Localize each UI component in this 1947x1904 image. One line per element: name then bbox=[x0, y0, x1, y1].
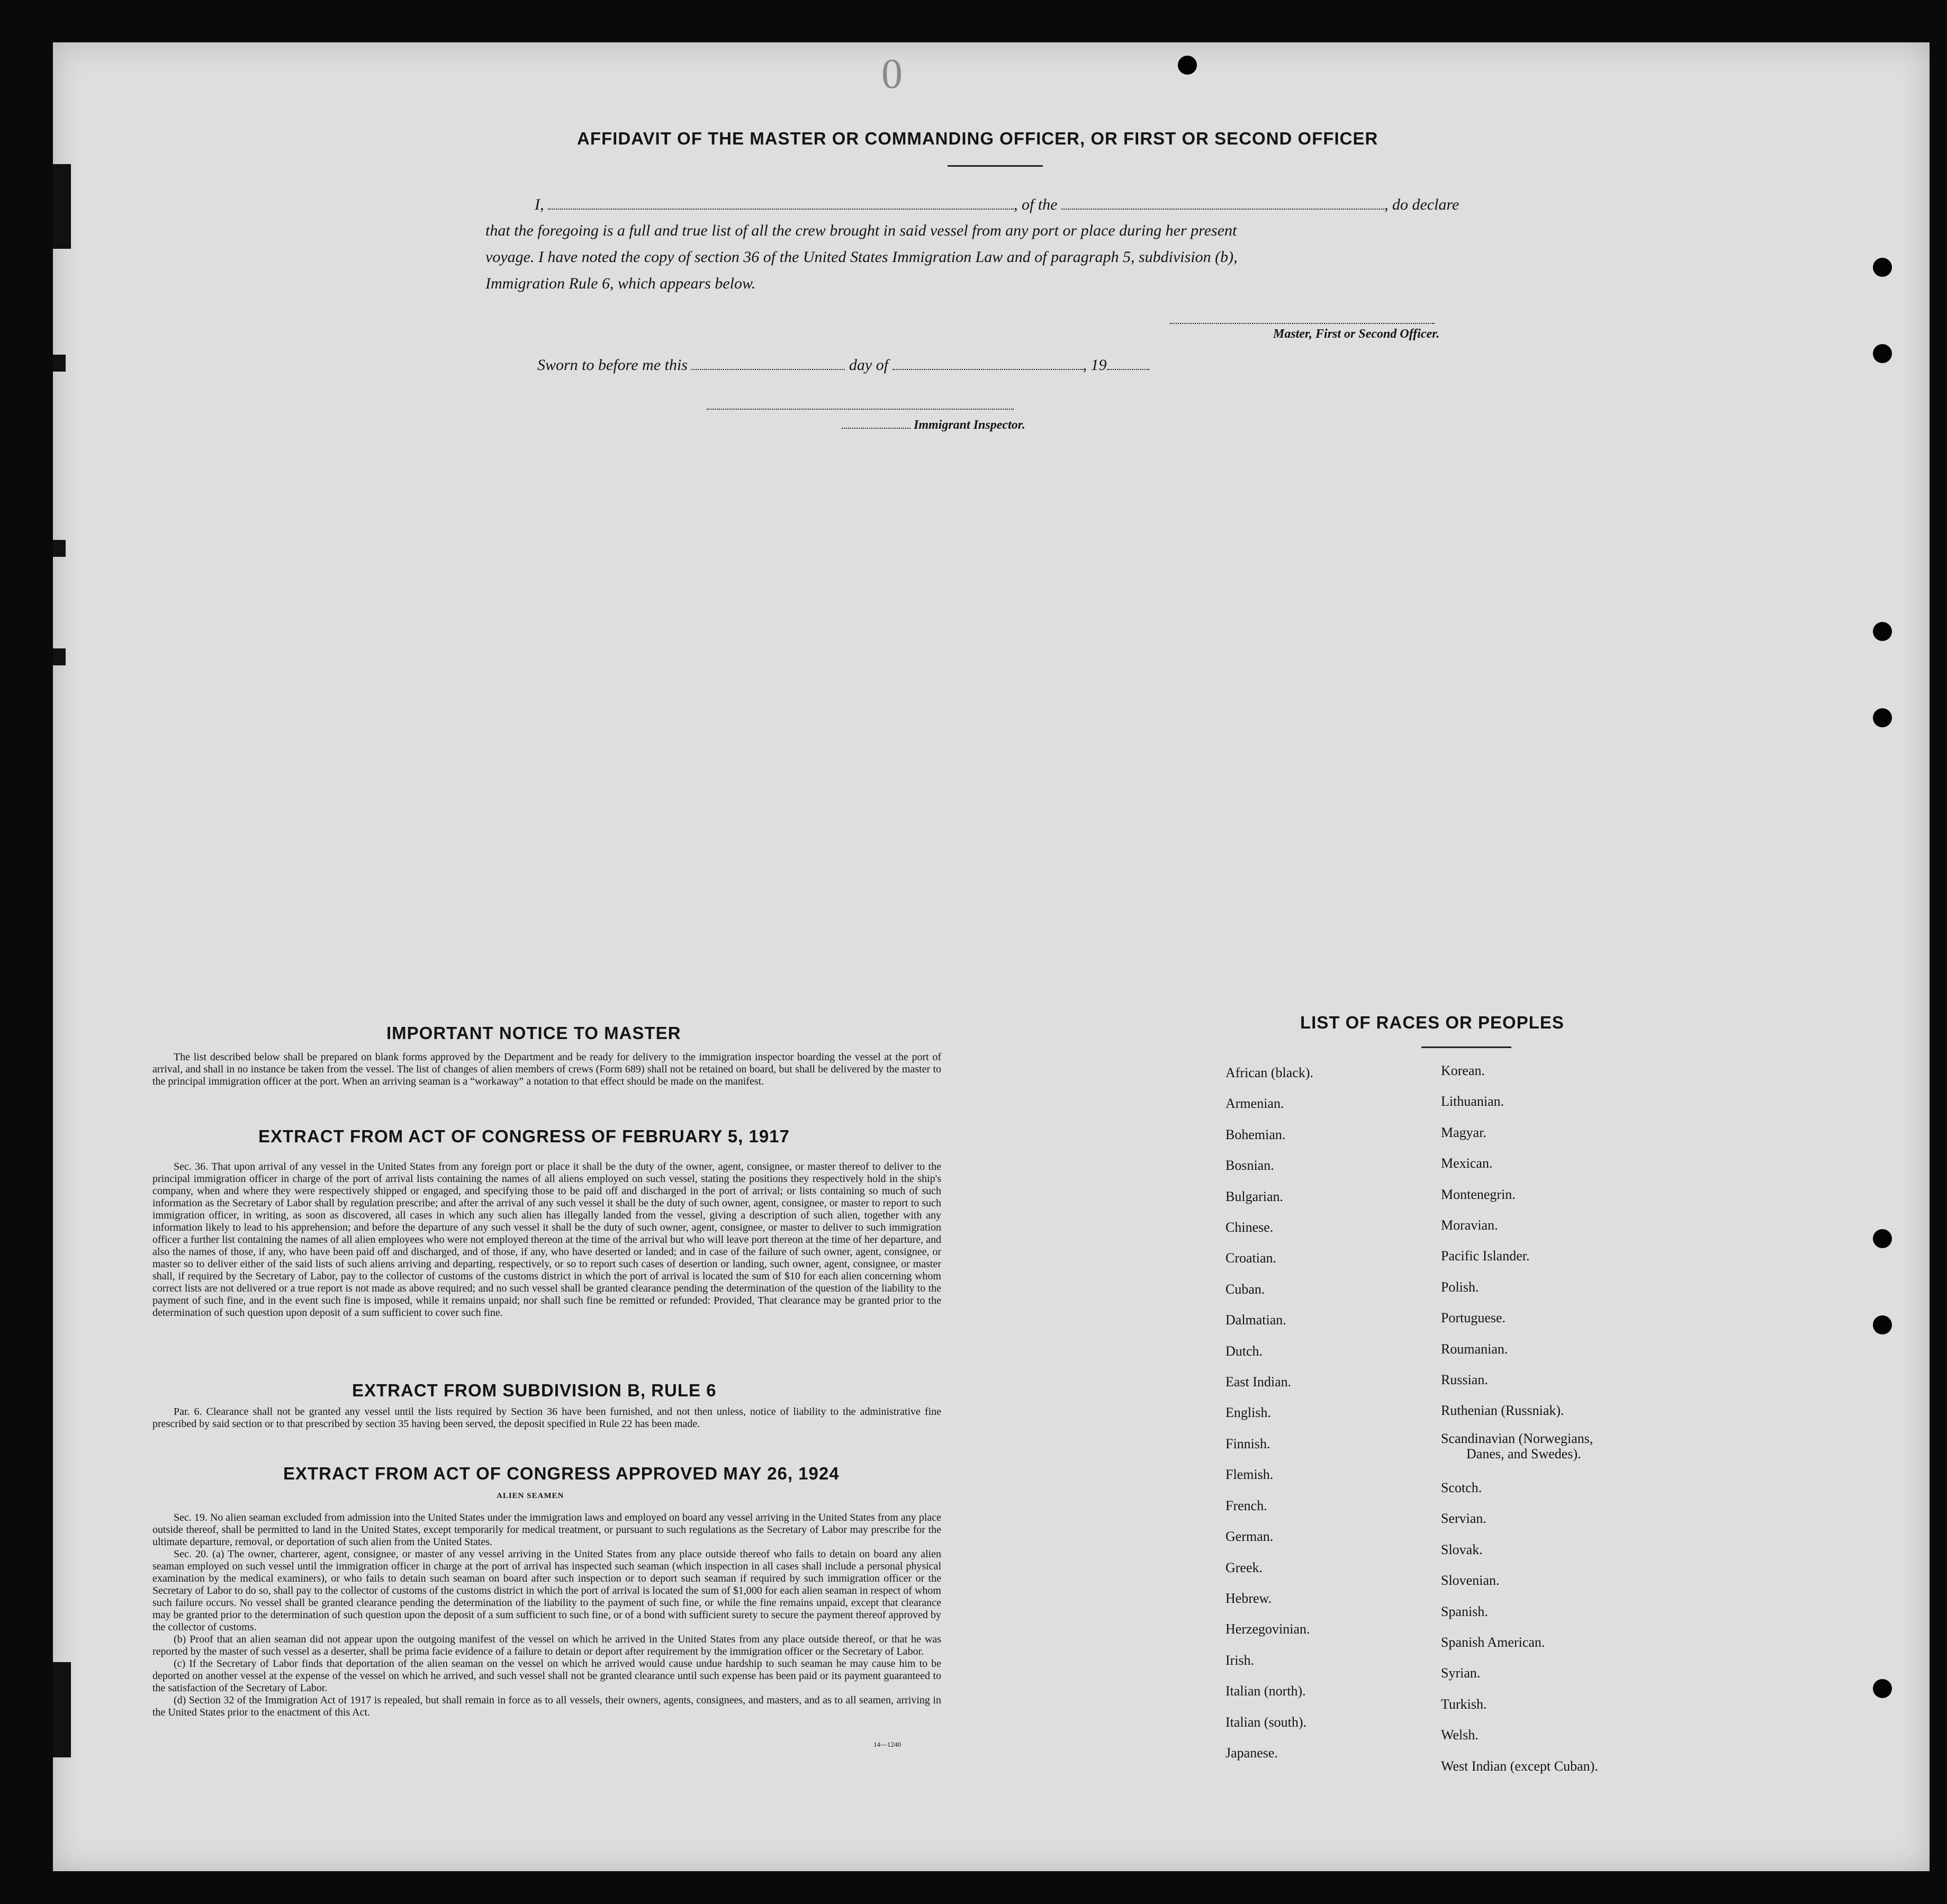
punch-hole-top bbox=[1178, 56, 1197, 75]
race-item: Polish. bbox=[1441, 1279, 1479, 1295]
edge-mark bbox=[53, 164, 71, 249]
race-item: Irish. bbox=[1225, 1652, 1255, 1668]
sworn-label: Sworn to before me this bbox=[537, 356, 688, 374]
race-item: Pacific Islander. bbox=[1441, 1248, 1530, 1264]
race-item: Cuban. bbox=[1225, 1281, 1265, 1297]
extract-1917-text: Sec. 36. That upon arrival of any vessel in the United States from any foreign port or place it shall be the duty of the owner, agent, consignee, or master thereof to deliver to the principal immigration officer in charge of the port of arrival lists containing the names of all aliens employed on such vessel, stating the positions they respectively hold in the ship's company, when and where they were respectively shipped or engaged, and specifying those to be paid off and discharged in the port of arrival; or lists containing so much of such information as the Secretary of Labor shall by regulation prescribe; and after the arrival of any such vessel it shall be the duty of such owner, agent, consignee, or master to report to such immigration officer, in writing, as soon as discovered, all cases in which any such alien has illegally landed from the vessel, giving a description of such alien, together with any information likely to lead to his apprehension; and before the departure of any such vessel it shall be the duty of such owner, agent, consignee, or master to deliver to such immigration officer a further list containing the names of all alien employees who were not employed thereon at the time of the arrival but who will leave port thereon at the time of her departure, and also the names of those, if any, who have been paid off and discharged, and of those, if any, who have deserted or landed; and in case of the failure of such owner, agent, consignee, or master so to deliver either of the said lists of such aliens arriving and departing, respectively, or so to report such cases of desertion or landing, such owner, agent, consignee, or master shall, if required by the Secretary of Labor, pay to the collector of customs of the customs district in which the port of arrival is located the sum of $10 for each alien concerning whom correct lists are not delivered or a true report is not made as above required; and no such vessel shall be granted clearance pending the determination of the question of the liability to the payment of such fine, and in the event such fine is imposed, while it remains unpaid; nor shall such fine be remitted or refunded: Provided, That clearance may be granted prior to the determination of such question upon deposit of a sum sufficient to cover such fine. bbox=[152, 1161, 941, 1319]
affidavit-title: AFFIDAVIT OF THE MASTER OR COMMANDING OFFICER, OR FIRST OR SECOND OFFICER bbox=[577, 129, 1378, 148]
race-item: Magyar. bbox=[1441, 1124, 1486, 1140]
race-item: French. bbox=[1225, 1497, 1267, 1513]
extract-1924-title: EXTRACT FROM ACT OF CONGRESS APPROVED MAY 26, 1924 bbox=[283, 1464, 840, 1483]
races-left-column bbox=[1225, 1058, 1313, 1768]
affidavit-line-4: Immigration Rule 6, which appears below. bbox=[485, 275, 756, 292]
day-of-label: day of bbox=[849, 356, 889, 374]
race-item: Bohemian. bbox=[1225, 1126, 1286, 1142]
race-item: Croatian. bbox=[1225, 1250, 1277, 1266]
signature-label: Master, First or Second Officer. bbox=[1273, 327, 1440, 341]
punch-hole-right bbox=[1873, 258, 1892, 277]
extract-rule6-text: Par. 6. Clearance shall not be granted any vessel until the lists required by Section 36 have been furnished, and not then unless, notice of liability to the administrative fine prescribed by said section or to that prescribed by section 35 having been served, the deposit specified in Rule 22 has been made. bbox=[152, 1406, 941, 1430]
race-item: Bulgarian. bbox=[1225, 1188, 1284, 1204]
race-item: Chinese. bbox=[1225, 1220, 1274, 1235]
extract-rule6-title: EXTRACT FROM SUBDIVISION B, RULE 6 bbox=[352, 1380, 717, 1400]
punch-hole-right bbox=[1873, 1315, 1892, 1334]
punch-hole-right bbox=[1873, 1679, 1892, 1698]
race-item: Scandinavian (Norwegians, bbox=[1441, 1430, 1593, 1446]
inspector-line[interactable] bbox=[707, 403, 1014, 410]
race-item: Welsh. bbox=[1441, 1727, 1479, 1743]
of-the-label: , of the bbox=[1014, 196, 1058, 213]
extract-1924-paragraph: (c) If the Secretary of Labor finds that deportation of the alien seaman on the vessel on which he arrived would cause undue hardship to such seaman he may cause him to be deported on another vessel at the expense of the vessel on which he arrived, and such vessel shall not be granted clearance until such expense has been paid or its payment guaranteed to the satisfaction of the Secretary of Labor. bbox=[152, 1658, 941, 1694]
i-label: I, bbox=[535, 196, 544, 213]
extract-1924-paragraph: Sec. 20. (a) The owner, charterer, agent, consignee, or master of any vessel arriving in the United States from any place outside thereof who fails to detain on board any alien seaman employed on such vessel until the immigration officer in charge at the port of arrival has inspected such seaman (which inspection in all cases shall include a personal physical examination by the medical examiners), or who fails to detain such seaman on board after such inspection or to deport such seaman if required by such immigration officer or the Secretary of Labor to do so, shall pay to the collector of customs of the customs district in which the port of arrival is located the sum of $1,000 for each alien seaman in respect of whom such failure occurs. No vessel shall be granted clearance pending the determination of the liability to the payment of such fine, or while the fine remains unpaid, except that clearance may be granted prior to the determination of such question upon the deposit of a sum sufficient to such fine, or of a bond with sufficient surety to secure the payment thereof approved by the collector of customs. bbox=[152, 1548, 941, 1633]
affidavit-line-2: that the foregoing is a full and true list of all the crew brought in said vessel from any port or place during her present bbox=[485, 222, 1237, 239]
edge-mark bbox=[53, 355, 66, 372]
day-field[interactable] bbox=[691, 364, 845, 370]
affidavit-line-1 bbox=[535, 196, 1459, 214]
race-item: Finnish. bbox=[1225, 1436, 1270, 1451]
year-field[interactable] bbox=[1107, 364, 1149, 370]
race-item: Syrian. bbox=[1441, 1665, 1481, 1681]
do-declare-label: , do declare bbox=[1384, 196, 1459, 213]
inspector-dots bbox=[842, 422, 911, 429]
race-item: West Indian (except Cuban). bbox=[1441, 1758, 1598, 1774]
punch-hole-right bbox=[1873, 708, 1892, 727]
race-item: Japanese. bbox=[1225, 1745, 1278, 1761]
bleed-through-zero: 0 bbox=[881, 51, 903, 97]
race-item: Italian (north). bbox=[1225, 1683, 1306, 1699]
signature-line[interactable] bbox=[1170, 318, 1435, 324]
race-item: German. bbox=[1225, 1529, 1274, 1545]
affidavit-line-3: voyage. I have noted the copy of section 36 of the United States Immigration Law and of paragraph 5, subdivision (b), bbox=[485, 248, 1238, 266]
extract-1917-title: EXTRACT FROM ACT OF CONGRESS OF FEBRUARY 5, 1917 bbox=[258, 1126, 790, 1146]
month-field[interactable] bbox=[893, 364, 1083, 370]
race-item: Russian. bbox=[1441, 1372, 1488, 1388]
race-item: Dutch. bbox=[1225, 1343, 1263, 1359]
race-item: Armenian. bbox=[1225, 1096, 1284, 1112]
race-item: East Indian. bbox=[1225, 1374, 1292, 1390]
race-item: Roumanian. bbox=[1441, 1341, 1508, 1357]
race-item: Montenegrin. bbox=[1441, 1186, 1516, 1202]
inspector-label: Immigrant Inspector. bbox=[914, 418, 1025, 432]
sworn-line bbox=[537, 356, 1149, 374]
edge-mark bbox=[53, 1662, 71, 1757]
extract-1924-subtitle: ALIEN SEAMEN bbox=[497, 1492, 564, 1500]
extract-1924-paragraph: (d) Section 32 of the Immigration Act of 1917 is repealed, but shall remain in force as to all vessels, their owners, agents, consignees, and masters, and as to all seamen, arriving in the United States prior to the enactment of this Act. bbox=[152, 1694, 941, 1718]
notice-text: The list described below shall be prepared on blank forms approved by the Department and be ready for delivery to the immigration inspector boarding the vessel at the port of arrival, and shall in no instance be taken from the vessel. The list of changes of alien members of crews (Form 689) shall not be retained on board, but shall be delivered by the master to the principal immigration officer at the port. When an arriving seaman is a “workaway” a notation to that effect should be made on the manifest. bbox=[152, 1051, 941, 1087]
race-item: Greek. bbox=[1225, 1559, 1263, 1575]
race-item: Dalmatian. bbox=[1225, 1312, 1286, 1328]
race-item: Italian (south). bbox=[1225, 1714, 1307, 1730]
vessel-field[interactable] bbox=[1061, 203, 1384, 210]
race-item: Slovenian. bbox=[1441, 1573, 1500, 1589]
extract-1924-paragraph: (b) Proof that an alien seaman did not appear upon the outgoing manifest of the vessel on which he arrived in the United States from any place outside thereof, or that he was reported by the master of such vessel as a deserter, shall be prima facie evidence of a failure to detain or deport after requirement by the immigration officer or the Secretary of Labor. bbox=[152, 1634, 941, 1657]
races-right-column bbox=[1441, 1055, 1598, 1782]
title-rule bbox=[948, 165, 1043, 167]
race-item: Lithuanian. bbox=[1441, 1094, 1504, 1109]
edge-mark bbox=[53, 540, 66, 557]
race-item: Ruthenian (Russniak). bbox=[1441, 1403, 1564, 1419]
notice-title: IMPORTANT NOTICE TO MASTER bbox=[386, 1023, 681, 1043]
race-item: Hebrew. bbox=[1225, 1590, 1272, 1606]
form-number: 14—1240 bbox=[873, 1740, 901, 1748]
extract-1924-body bbox=[152, 1512, 941, 1719]
race-item: Moravian. bbox=[1441, 1217, 1498, 1233]
extract-1924-paragraph: Sec. 19. No alien seaman excluded from admission into the United States under the immigration laws and employed on board any vessel arriving in the United States from any place outside thereof, shall be permitted to land in the United States, except temporarily for medical treatment, or pursuant to such regulations as the Secretary of Labor may prescribe for the ultimate departure, removal, or deportation of such alien from the United States. bbox=[152, 1512, 941, 1548]
race-item: Flemish. bbox=[1225, 1467, 1274, 1483]
edge-mark bbox=[53, 648, 66, 665]
race-item: Slovak. bbox=[1441, 1541, 1483, 1557]
race-item: Herzegovinian. bbox=[1225, 1621, 1310, 1637]
race-item: African (black). bbox=[1225, 1065, 1314, 1080]
race-item: Portuguese. bbox=[1441, 1310, 1506, 1326]
race-item: Turkish. bbox=[1441, 1696, 1487, 1712]
races-rule bbox=[1421, 1046, 1511, 1048]
punch-hole-right bbox=[1873, 344, 1892, 363]
race-item: Scotch. bbox=[1441, 1479, 1482, 1495]
inspector-row bbox=[842, 418, 1025, 432]
punch-hole-right bbox=[1873, 1229, 1892, 1248]
race-item: Spanish. bbox=[1441, 1603, 1488, 1619]
race-item: Korean. bbox=[1441, 1063, 1485, 1078]
race-item: Bosnian. bbox=[1225, 1158, 1274, 1174]
punch-hole-right bbox=[1873, 622, 1892, 641]
race-item: English. bbox=[1225, 1405, 1271, 1421]
race-item: Danes, and Swedes). bbox=[1466, 1446, 1581, 1461]
race-item: Mexican. bbox=[1441, 1156, 1493, 1171]
race-item: Servian. bbox=[1441, 1511, 1486, 1527]
races-title: LIST OF RACES OR PEOPLES bbox=[1300, 1013, 1564, 1032]
year-prefix: , 19 bbox=[1083, 356, 1107, 374]
race-item: Spanish American. bbox=[1441, 1634, 1545, 1650]
name-field[interactable] bbox=[548, 203, 1014, 210]
